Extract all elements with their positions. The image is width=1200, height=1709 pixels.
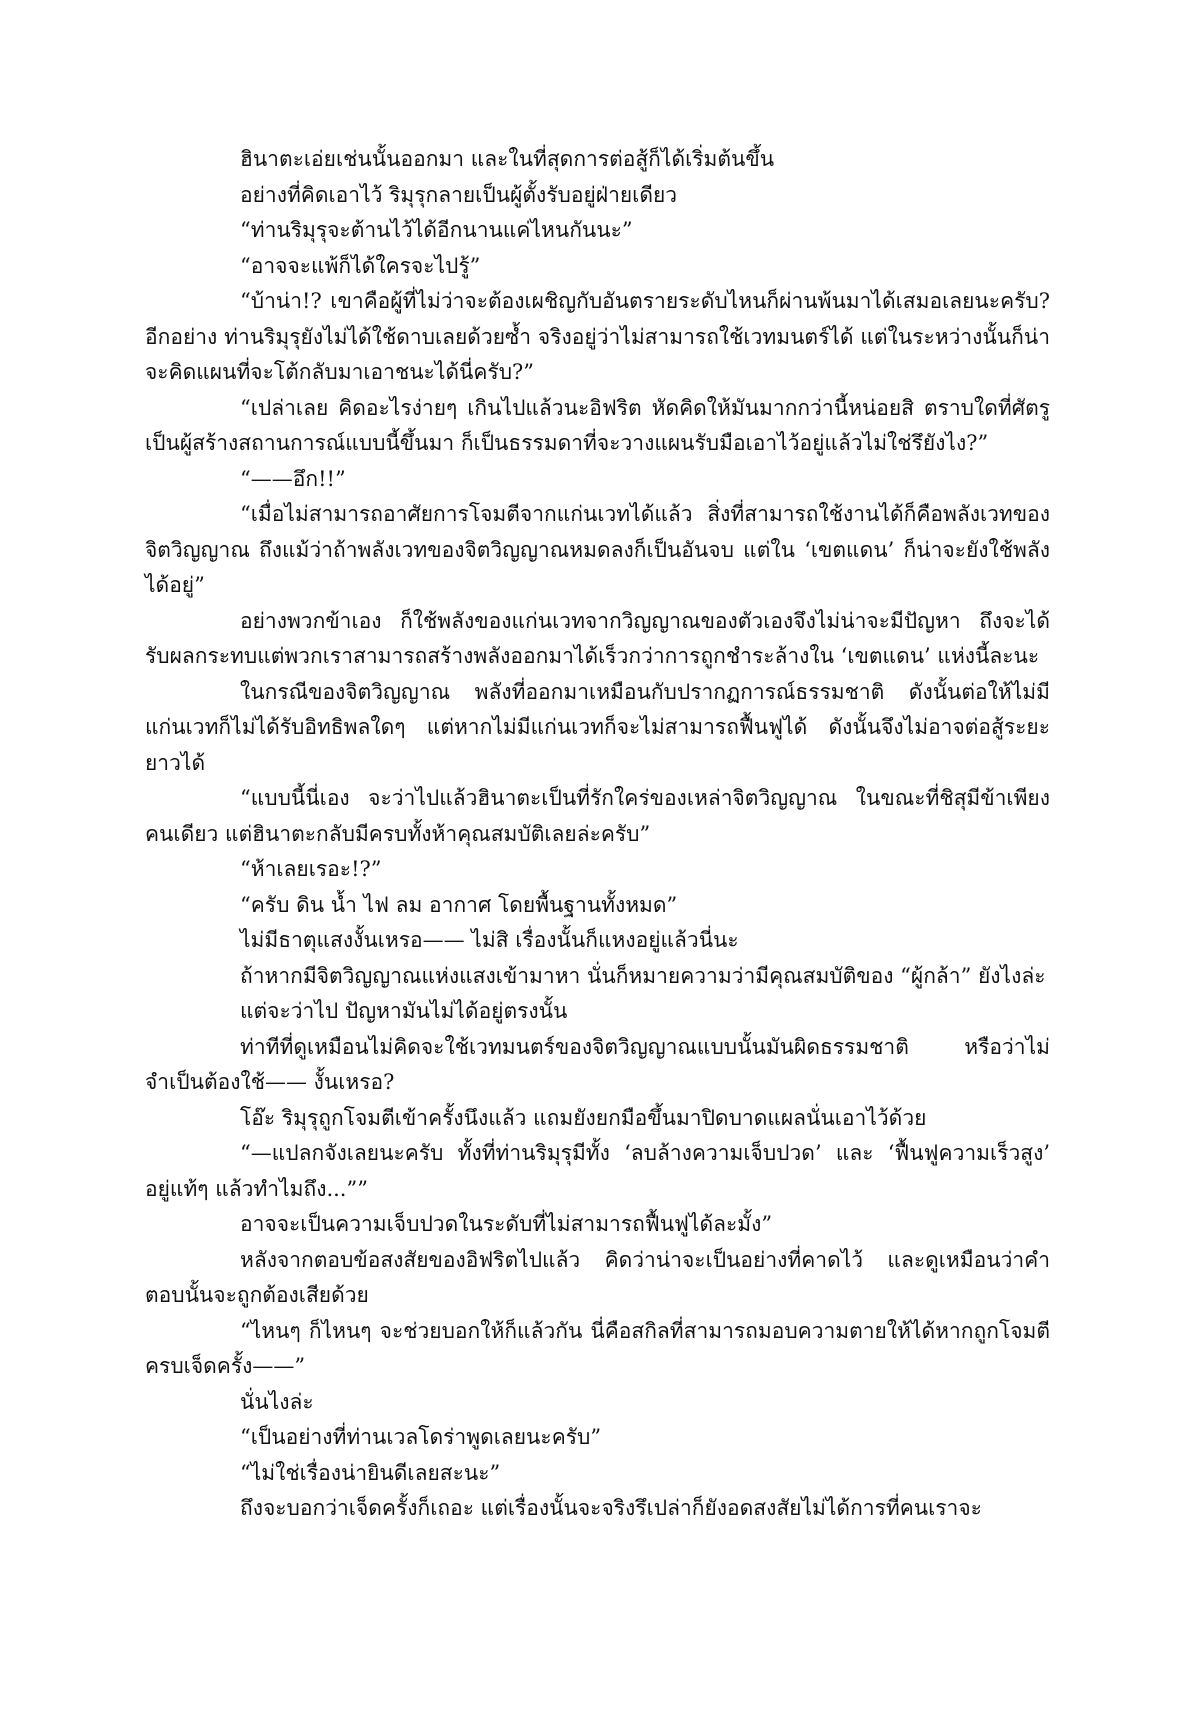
paragraph: หลังจากตอบข้อสงสัยของอิฟริตไปแล้ว คิดว่าน่าจะเป็นอย่างที่คาดไว้ และดูเหมือนว่าคำตอบนั้นจะถูกต้องเสียด้วย (145, 1247, 1050, 1307)
paragraph: ท่าทีที่ดูเหมือนไม่คิดจะใช้เวทมนตร์ของจิตวิญญาณแบบนั้นมันผิดธรรมชาติ หรือว่าไม่จำเป็นต้องใช้—— งั้นเหรอ? (145, 1034, 1050, 1094)
paragraph: อย่างพวกข้าเอง ก็ใช้พลังของแก่นเวทจากวิญญาณของตัวเองจึงไม่น่าจะมีปัญหา ถึงจะได้รับผลกระทบแต่พวกเราสามารถสร้างพลังออกมาได้เร็วกว่าการถูกชำระล้างใน ‘เขตแดน’ แห่งนี้ละนะ (145, 608, 1050, 668)
text-body (145, 142, 1050, 1527)
paragraph: “เปล่าเลย คิดอะไรง่ายๆ เกินไปแล้วนะอิฟริต หัดคิดให้มันมากกว่านี้หน่อยสิ ตราบใดที่ศัตรูเป็นผู้สร้างสถานการณ์แบบนี้ขึ้นมา ก็เป็นธรรมดาที่จะวางแผนรับมือเอาไว้อยู่แล้วไม่ใช่รึยังไง?” (145, 395, 1050, 455)
paragraph: “เมื่อไม่สามารถอาศัยการโจมตีจากแก่นเวทได้แล้ว สิ่งที่สามารถใช้งานได้ก็คือพลังเวทของจิตวิญญาณ ถึงแม้ว่าถ้าพลังเวทของจิตวิญญาณหมดลงก็เป็นอันจบ แต่ใน ‘เขตแดน’ ก็น่าจะยังใช้พลังได้อยู่” (145, 502, 1050, 597)
paragraph: “——อึก!!” (240, 466, 346, 491)
paragraph: “ห้าเลยเรอะ!?” (240, 857, 382, 881)
paragraph: “ไหนๆ ก็ไหนๆ จะช่วยบอกให้ก็แล้วกัน นี่คือสกิลที่สามารถมอบความตายให้ได้หากถูกโจมตีครบเจ็ดครั้ง——” (145, 1318, 1050, 1378)
paragraph: อย่างที่คิดเอาไว้ ริมุรุกลายเป็นผู้ตั้งรับอยู่ฝ่ายเดียว (240, 182, 678, 207)
paragraph: “ท่านริมุรุจะต้านไว้ได้อีกนานแค่ไหนกันนะ” (240, 218, 633, 242)
paragraph: ถ้าหากมีจิตวิญญาณแห่งแสงเข้ามาหา นั่นก็หมายความว่ามีคุณสมบัติของ “ผู้กล้า” ยังไงล่ะ (240, 963, 1046, 988)
paragraph: นั่นไงล่ะ (240, 1389, 314, 1414)
paragraph: แต่จะว่าไป ปัญหามันไม่ได้อยู่ตรงนั้น (240, 999, 568, 1023)
paragraph: “เป็นอย่างที่ท่านเวลโดร่าพูดเลยนะครับ” (240, 1425, 602, 1449)
paragraph: “—แปลกจังเลยนะครับ ทั้งที่ท่านริมุรุมีทั้ง ‘ลบล้างความเจ็บปวด’ และ ‘ฟื้นฟูความเร็วสูง’ อยู่แท้ๆ แล้วทำไมถึง...”” (145, 1141, 1050, 1201)
paragraph: “อาจจะแพ้ก็ได้ใครจะไปรู้” (240, 253, 481, 278)
paragraph: “ไม่ใช่เรื่องน่ายินดีเลยสะนะ” (240, 1460, 501, 1485)
paragraph: โอ๊ะ ริมุรุถูกโจมตีเข้าครั้งนึงแล้ว แถมยังยกมือขึ้นมาปิดบาดแผลนั่นเอาไว้ด้วย (240, 1105, 927, 1130)
paragraph: ถึงจะบอกว่าเจ็ดครั้งก็เถอะ แต่เรื่องนั้นจะจริงรึเปล่าก็ยังอดสงสัยไม่ได้การที่คนเราจะ (240, 1496, 982, 1520)
paragraph: “แบบนี้นี่เอง จะว่าไปแล้วฮินาตะเป็นที่รักใคร่ของเหล่าจิตวิญญาณ ในขณะที่ชิสุมีข้าเพียงคนเดียว แต่ฮินาตะกลับมีครบทั้งห้าคุณสมบัติเลยล่ะครับ” (145, 786, 1050, 846)
paragraph: ฮินาตะเอ่ยเช่นนั้นออกมา และในที่สุดการต่อสู้ก็ได้เริ่มต้นขึ้น (240, 147, 775, 171)
paragraph: ในกรณีของจิตวิญญาณ พลังที่ออกมาเหมือนกับปรากฏการณ์ธรรมชาติ ดังนั้นต่อให้ไม่มีแก่นเวทก็ไม่ได้รับอิทธิพลใดๆ แต่หากไม่มีแก่นเวทก็จะไม่สามารถฟื้นฟูได้ ดังนั้นจึงไม่อาจต่อสู้ระยะยาวได้ (145, 679, 1050, 775)
paragraph: ไม่มีธาตุแสงงั้นเหรอ—— ไม่สิ เรื่องนั้นก็แหงอยู่แล้วนี่นะ (240, 928, 739, 952)
paragraph: “ครับ ดิน น้ำ ไฟ ลม อากาศ โดยพื้นฐานทั้งหมด” (240, 892, 678, 917)
paragraph: อาจจะเป็นความเจ็บปวดในระดับที่ไม่สามารถฟื้นฟูได้ละมั้ง” (240, 1212, 773, 1236)
paragraph: “บ้าน่า!? เขาคือผู้ที่ไม่ว่าจะต้องเผชิญกับอันตรายระดับไหนก็ผ่านพ้นมาได้เสมอเลยนะครับ? อีกอย่าง ท่านริมุรุยังไม่ได้ใช้ดาบเลยด้วยซ้ำ จริงอยู่ว่าไม่สามารถใช้เวทมนตร์ได้ แต่ในระหว่างนั้นก็น่าจะคิดแผนที่จะโต้กลับมาเอาชนะได้นี่ครับ?” (145, 289, 1050, 384)
